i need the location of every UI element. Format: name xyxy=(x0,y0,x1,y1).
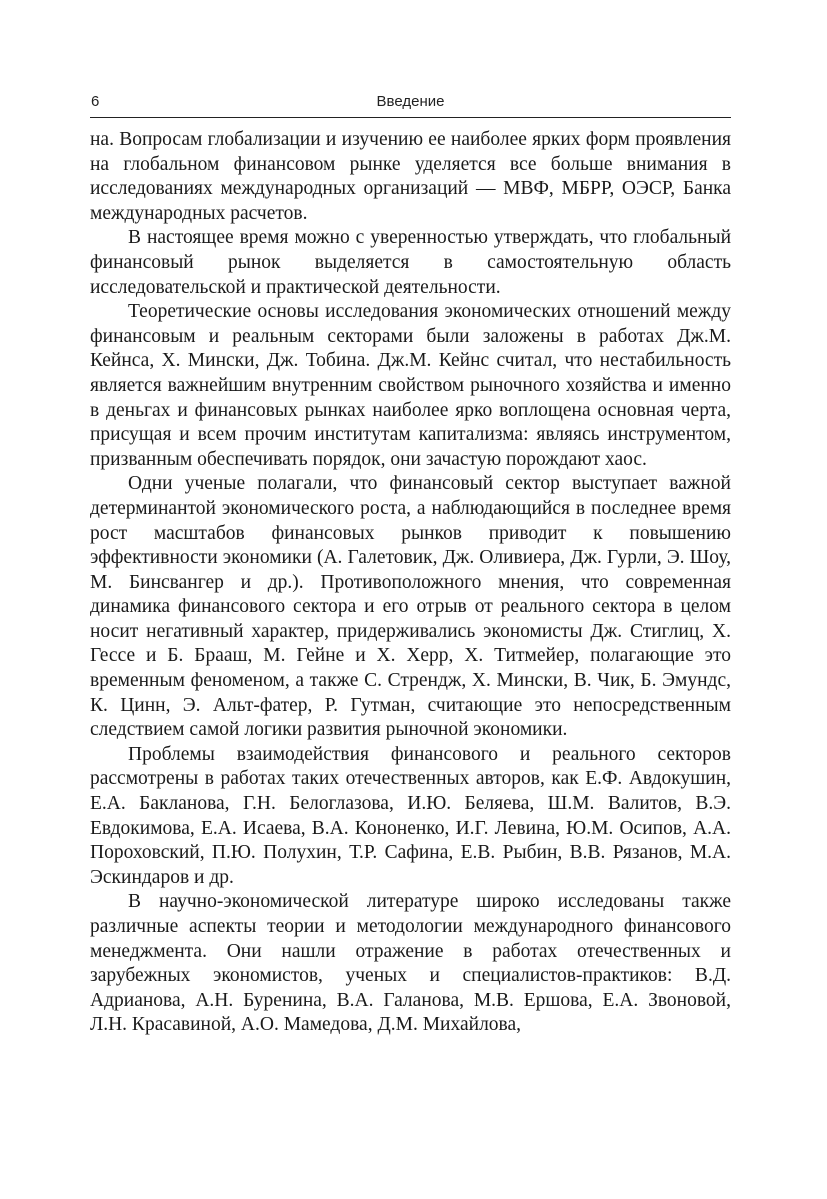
paragraph-continuation: на. Вопросам глобализации и изучению ее наиболее ярких форм проявления на глобальном финансовом рынке уделяется все больше внимания в исследованиях международных организаций — МВФ, МБРР, ОЭСР, Банка международных расчетов. xyxy=(90,129,731,224)
paragraph: Теоретические основы исследования экономических отношений между финансовым и реальным секторами были заложены в работах Дж.М. Кейнса, Х. Мински, Дж. Тобина. Дж.М. Кейнс считал, что нестабильность является важнейшим внутренним свойством рыночного хозяйства и именно в деньгах и финансовых рынках наиболее ярко воплощена основная черта, присущая и всем прочим институтам капитализма: являясь инструментом, призванным обеспечивать порядок, они зачастую порождают хаос. xyxy=(90,301,731,470)
header-rule xyxy=(90,117,731,118)
paragraph: Одни ученые полагали, что финансовый сектор выступает важной детерминантой экономического роста, а наблюдающийся в последнее время рост масштабов финансовых рынков приводит к повышению эффективности экономики (А. Галетовик, Дж. Оливиера, Дж. Гурли, Э. Шоу, М. Бинсвангер и др.). Противоположного мнения, что современная динамика финансового сектора и его отрыв от реального сектора в целом носит негативный характер, придерживались экономисты Дж. Стиглиц, Х. Гессе и Б. Брааш, М. Гейне и Х. Херр, Х. Титмейер, полагающие это временным феноменом, а также С. Стрендж, Х. Мински, В. Чик, Б. Эмундс, К. Цинн, Э. Альт-фатер, Р. Гутман, считающие это непосредственным следствием самой логики развития рыночной экономики. xyxy=(90,473,731,741)
paragraph: В настоящее время можно с уверенностью утверждать, что глобальный финансовый рынок выделяется в самостоятельную область исследовательской и практической деятельности. xyxy=(90,227,731,298)
section-title: Введение xyxy=(376,93,445,110)
running-head xyxy=(90,90,731,117)
page-number: 6 xyxy=(91,93,100,110)
paragraph: Проблемы взаимодействия финансового и реального секторов рассмотрены в работах таких отечественных авторов, как Е.Ф. Авдокушин, Е.А. Бакланова, Г.Н. Белоглазова, И.Ю. Беляева, Ш.М. Валитов, В.Э. Евдокимова, Е.А. Исаева, В.А. Кононенко, И.Г. Левина, Ю.М. Осипов, А.А. Пороховский, П.Ю. Полухин, Т.Р. Сафина, Е.В. Рыбин, В.В. Рязанов, М.А. Эскиндаров и др. xyxy=(90,743,731,888)
paragraph: В научно-экономической литературе широко исследованы также различные аспекты теории и методологии международного финансового менеджмента. Они нашли отражение в работах отечественных и зарубежных экономистов, ученых и специалистов-практиков: В.Д. Адрианова, А.Н. Буренина, В.А. Галанова, М.В. Ершова, Е.А. Звоновой, Л.Н. Красавиной, А.О. Мамедова, Д.М. Михайлова, xyxy=(90,891,731,1036)
body-text xyxy=(90,128,731,1038)
